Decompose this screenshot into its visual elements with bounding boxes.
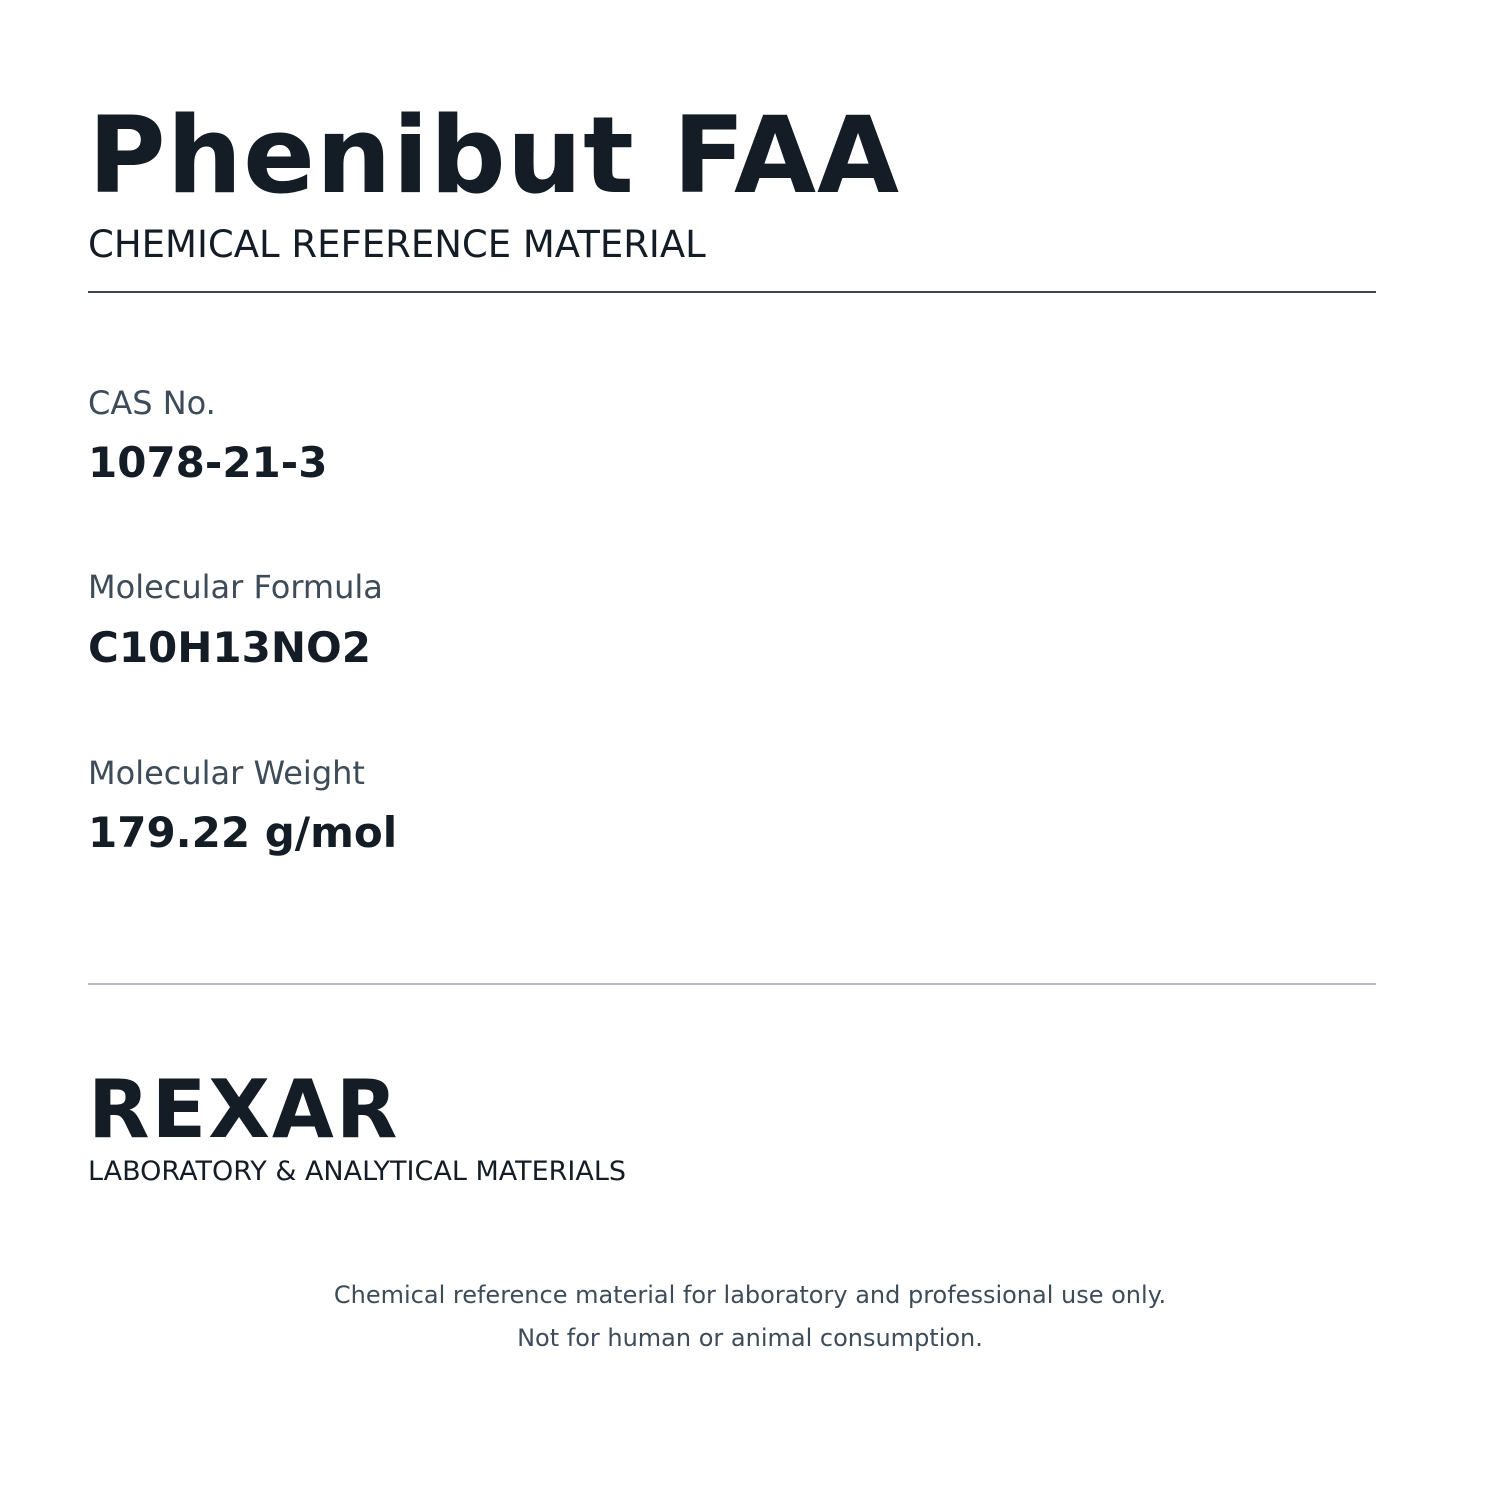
weight-value: 179.22 g/mol: [88, 808, 398, 857]
disclaimer-line-2: Not for human or animal consumption.: [517, 1324, 983, 1352]
cas-value: 1078-21-3: [88, 438, 328, 487]
disclaimer-line-1: Chemical reference material for laboratory and professional use only.: [333, 1281, 1167, 1309]
formula-label: Molecular Formula: [88, 568, 383, 606]
cas-label: CAS No.: [88, 384, 216, 422]
header-divider: [88, 291, 1376, 293]
brand-logo: REXAR: [88, 1063, 400, 1156]
brand-divider: [88, 983, 1376, 985]
product-title: Phenibut FAA: [88, 94, 901, 217]
product-subtitle: CHEMICAL REFERENCE MATERIAL: [88, 223, 706, 266]
formula-value: C10H13NO2: [88, 623, 371, 672]
brand-tagline: LABORATORY & ANALYTICAL MATERIALS: [88, 1156, 627, 1187]
weight-label: Molecular Weight: [88, 754, 365, 792]
